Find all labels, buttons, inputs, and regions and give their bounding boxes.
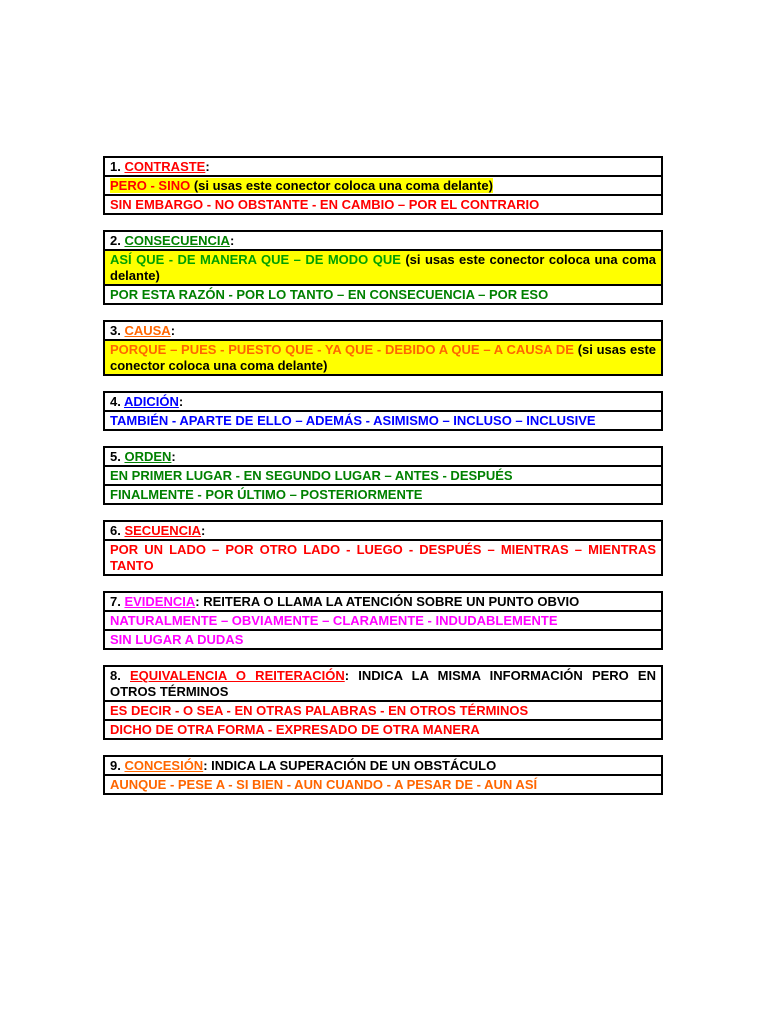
connector-text: FINALMENTE - POR ÚLTIMO – POSTERIORMENTE	[110, 487, 423, 502]
section-title-suffix: :	[201, 523, 206, 538]
section-number: 8.	[110, 668, 130, 683]
section-number: 7.	[110, 594, 125, 609]
section-title-suffix: : INDICA LA MISMA INFORMACIÓN PERO EN OTROS TÉRMINOS	[110, 668, 656, 699]
connector-note: (si usas este conector coloca una coma delante)	[110, 342, 656, 373]
section-title: ORDEN	[124, 449, 172, 464]
connector-row	[105, 175, 661, 194]
section-header	[105, 322, 661, 339]
connector-note: (si usas este conector coloca una coma delante)	[190, 178, 493, 193]
section-number: 5.	[110, 449, 125, 464]
connector-text: SINO	[158, 178, 191, 193]
connector-text: SIN EMBARGO - NO OBSTANTE - EN CAMBIO – POR EL CONTRARIO	[110, 197, 540, 212]
connector-text: ASÍ QUE - DE MANERA QUE – DE MODO QUE	[110, 252, 401, 267]
section-equivalencia	[103, 665, 663, 740]
connector-row	[105, 719, 661, 738]
section-title: SECUENCIA	[124, 523, 202, 538]
section-number: 1.	[110, 159, 125, 174]
section-header	[105, 667, 661, 700]
connector-text: PERO -	[110, 178, 159, 193]
connector-row	[105, 194, 661, 213]
section-header	[105, 158, 661, 175]
section-header	[105, 232, 661, 249]
connector-text: NATURALMENTE – OBVIAMENTE – CLARAMENTE - INDUDABLEMENTE	[110, 613, 558, 628]
connector-row	[105, 774, 661, 793]
connector-row	[105, 339, 661, 374]
section-header	[105, 522, 661, 539]
connector-row	[105, 539, 661, 574]
section-number: 4.	[110, 394, 124, 409]
section-concesion	[103, 755, 663, 795]
connector-row	[105, 610, 661, 629]
section-title-suffix: :	[178, 394, 184, 409]
section-title: ADICIÓN	[123, 394, 179, 409]
connector-row	[105, 410, 661, 429]
section-title-suffix: : INDICA LA SUPERACIÓN DE UN OBSTÁCULO	[203, 758, 497, 773]
section-title: CONCESIÓN	[124, 758, 204, 773]
section-adicion	[103, 391, 663, 431]
section-contraste	[103, 156, 663, 215]
connector-text: PORQUE – PUES - PUESTO QUE - YA QUE - DEBIDO A QUE – A CAUSA DE	[110, 342, 574, 357]
section-consecuencia	[103, 230, 663, 305]
section-title-suffix: :	[205, 159, 210, 174]
connector-text: ES DECIR - O SEA - EN OTRAS PALABRAS - EN OTROS TÉRMINOS	[110, 703, 529, 718]
connector-row	[105, 249, 661, 284]
connector-text: SIN LUGAR A DUDAS	[110, 632, 244, 647]
section-title-suffix: :	[170, 323, 176, 338]
connector-row	[105, 465, 661, 484]
connector-text: POR UN LADO – POR OTRO LADO - LUEGO - DESPUÉS – MIENTRAS – MIENTRAS TANTO	[110, 542, 656, 573]
section-title: EQUIVALENCIA O REITERACIÓN	[130, 668, 345, 683]
section-number: 3.	[110, 323, 125, 338]
connector-row	[105, 284, 661, 303]
section-header	[105, 448, 661, 465]
section-header	[105, 393, 661, 410]
section-header	[105, 593, 661, 610]
connector-text: POR ESTA RAZÓN - POR LO TANTO – EN CONSECUENCIA – POR ESO	[110, 287, 549, 302]
section-number: 9.	[110, 758, 125, 773]
connector-text: EN PRIMER LUGAR - EN SEGUNDO LUGAR – ANTES - DESPUÉS	[110, 468, 513, 483]
connector-row	[105, 484, 661, 503]
section-header	[105, 757, 661, 774]
section-title-suffix: :	[171, 449, 176, 464]
section-title-suffix: : REITERA O LLAMA LA ATENCIÓN SOBRE UN PUNTO OBVIO	[195, 594, 580, 609]
connector-row	[105, 700, 661, 719]
section-title: EVIDENCIA	[124, 594, 196, 609]
connector-note: (si usas este conector coloca una coma delante)	[110, 252, 656, 283]
section-title: CONTRASTE	[124, 159, 206, 174]
section-title: CAUSA	[124, 323, 171, 338]
section-causa	[103, 320, 663, 376]
section-number: 2.	[110, 233, 125, 248]
section-title: CONSECUENCIA	[124, 233, 230, 248]
section-title-suffix: :	[229, 233, 235, 248]
connector-text: DICHO DE OTRA FORMA - EXPRESADO DE OTRA MANERA	[110, 722, 480, 737]
connector-text: AUNQUE - PESE A - SI BIEN - AUN CUANDO - A PESAR DE - AUN ASÍ	[110, 777, 538, 792]
connector-row	[105, 629, 661, 648]
section-number: 6.	[110, 523, 125, 538]
connector-text: TAMBIÉN - APARTE DE ELLO – ADEMÁS - ASIMISMO – INCLUSO – INCLUSIVE	[110, 413, 596, 428]
section-secuencia	[103, 520, 663, 576]
section-evidencia	[103, 591, 663, 650]
connectors-document	[103, 156, 663, 810]
section-orden	[103, 446, 663, 505]
